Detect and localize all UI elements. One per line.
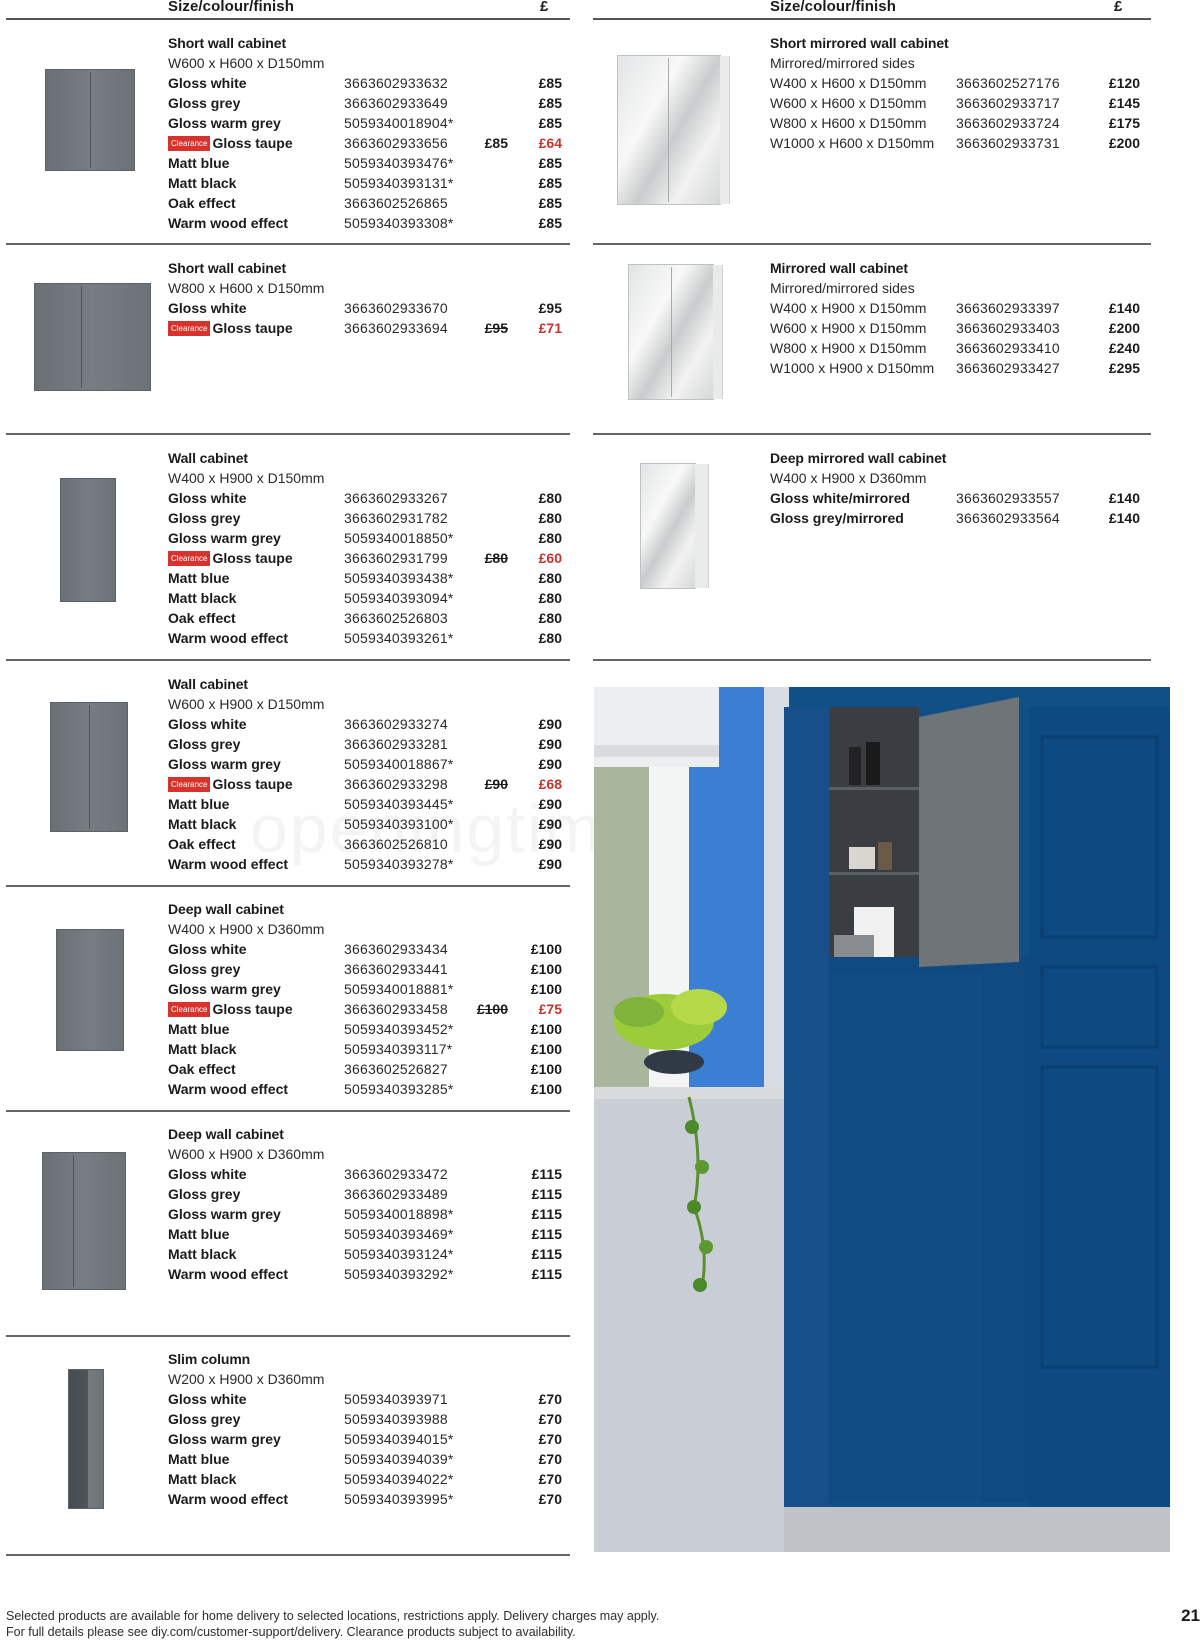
product-code: 5059340393292* [344, 1266, 454, 1282]
variant-row [168, 734, 562, 754]
variant-name: Warm wood effect [168, 215, 289, 231]
variant-name: Gloss white [168, 490, 247, 506]
product-image-mirrored-cabinet [628, 264, 714, 400]
price: £295 [1108, 360, 1140, 376]
variant-row-clearance [168, 999, 562, 1019]
variant-row [770, 93, 1140, 113]
price: £85 [538, 115, 562, 131]
product-code: 3663602526827 [344, 1061, 448, 1077]
product-code: 5059340018850* [344, 530, 454, 546]
product-image-mirrored-cabinet [640, 463, 696, 589]
product-short-mirrored-wall-cabinet [0, 33, 1160, 233]
variant-row [770, 358, 1140, 378]
price: £140 [1108, 490, 1140, 506]
price: £70 [538, 1471, 562, 1487]
variant-name: Matt blue [168, 1451, 230, 1467]
product-code: 5059340393100* [344, 816, 454, 832]
variant-row [168, 794, 562, 814]
variant-row [770, 298, 1140, 318]
product-code: 3663602933717 [956, 95, 1060, 111]
variant-name: Gloss warm grey [168, 756, 281, 772]
variant-name: Gloss taupe [212, 135, 293, 151]
footer-line-1: Selected products are available for home delivery to selected locations, restrictions apply. Delivery charges may apply. [6, 1609, 660, 1623]
price: £100 [530, 1061, 562, 1077]
product-dimensions: W600 x H900 x D150mm [168, 696, 325, 712]
variant-name: Oak effect [168, 836, 236, 852]
product-code: 3663602933649 [344, 95, 448, 111]
product-code: 3663602933434 [344, 941, 448, 957]
product-code: 3663602933632 [344, 75, 448, 91]
variant-row [770, 338, 1140, 358]
product-code: 3663602933694 [344, 320, 448, 336]
price: £115 [531, 1186, 562, 1202]
variant-size: W1000 x H600 x D150mm [770, 135, 935, 151]
product-code: 5059340393308* [344, 215, 454, 231]
variant-name: Matt black [168, 590, 237, 606]
variant-name: Gloss white [168, 300, 247, 316]
price: £95 [538, 300, 562, 316]
clearance-badge: Clearance [168, 551, 210, 566]
product-code: 3663602933670 [344, 300, 448, 316]
price: £80 [538, 510, 562, 526]
product-code: 5059340393438* [344, 570, 454, 586]
product-title: Short wall cabinet [168, 260, 286, 276]
price: £80 [538, 630, 562, 646]
product-code: 5059340018904* [344, 115, 454, 131]
variant-size: W400 x H900 x D150mm [770, 300, 927, 316]
variant-name: Warm wood effect [168, 630, 289, 646]
variant-row [168, 714, 562, 734]
variant-row [168, 1409, 562, 1429]
variant-row [168, 1224, 562, 1244]
variant-name: Matt black [168, 816, 237, 832]
price: £100 [530, 941, 562, 957]
price: £115 [531, 1206, 562, 1222]
price: £85 [538, 155, 562, 171]
column-header-price: £ [540, 0, 549, 15]
price: £100 [530, 981, 562, 997]
price: £85 [538, 175, 562, 191]
price: £100 [530, 1041, 562, 1057]
price: £90 [538, 736, 562, 752]
variant-name: Matt black [168, 175, 237, 191]
page-number: 21 [1181, 1606, 1200, 1625]
variant-name: Gloss grey/mirrored [770, 510, 904, 526]
price: £145 [1108, 95, 1140, 111]
product-dimensions: W600 x H900 x D360mm [168, 1146, 325, 1162]
variant-name: Gloss warm grey [168, 981, 281, 997]
header-divider-right [593, 18, 1151, 20]
variant-name: Oak effect [168, 195, 236, 211]
section-divider [6, 1554, 570, 1556]
price: £115 [531, 1246, 562, 1262]
product-code: 3663602931782 [344, 510, 448, 526]
variant-name: Gloss white [168, 1391, 247, 1407]
header-divider [6, 18, 570, 20]
product-title: Short mirrored wall cabinet [770, 35, 949, 51]
variant-name: Warm wood effect [168, 1266, 289, 1282]
product-mirrored-wall-cabinet [0, 258, 1160, 428]
product-code: 5059340394022* [344, 1471, 454, 1487]
variant-name: Gloss taupe [212, 320, 293, 336]
variant-name: Gloss white/mirrored [770, 490, 911, 506]
variant-row [770, 133, 1140, 153]
price: £100 [530, 1021, 562, 1037]
product-code: 5059340393971 [344, 1391, 448, 1407]
variant-name: Matt blue [168, 570, 230, 586]
price: £140 [1108, 510, 1140, 526]
variant-size: W800 x H900 x D150mm [770, 340, 927, 356]
product-subtitle: Mirrored/mirrored sides [770, 280, 915, 296]
variant-row [168, 939, 562, 959]
product-code: 3663602931799 [344, 550, 448, 566]
product-code: 5059340393261* [344, 630, 454, 646]
price: £70 [538, 1491, 562, 1507]
clearance-badge: Clearance [168, 136, 210, 151]
variant-row [168, 814, 562, 834]
variant-row [770, 318, 1140, 338]
variant-name: Gloss grey [168, 736, 241, 752]
variant-size: W1000 x H900 x D150mm [770, 360, 935, 376]
variant-row [168, 1079, 562, 1099]
column-header-size-colour-finish-right: Size/colour/finish [770, 0, 896, 15]
price: £80 [538, 490, 562, 506]
variant-size: W800 x H600 x D150mm [770, 115, 927, 131]
variant-name: Matt black [168, 1041, 237, 1057]
price: £200 [1108, 320, 1140, 336]
product-code: 3663602933427 [956, 360, 1060, 376]
product-slim-column [0, 1349, 570, 1549]
product-code: 5059340393131* [344, 175, 454, 191]
variant-name: Gloss warm grey [168, 1431, 281, 1447]
section-divider [593, 659, 1151, 661]
variant-row [168, 979, 562, 999]
variant-name: Gloss taupe [212, 550, 293, 566]
price: £115 [531, 1166, 562, 1182]
variant-name: Oak effect [168, 610, 236, 626]
variant-name: Gloss grey [168, 1411, 241, 1427]
variant-name: Gloss white [168, 941, 247, 957]
product-title: Wall cabinet [168, 676, 248, 692]
product-subtitle: Mirrored/mirrored sides [770, 55, 915, 71]
price: £115 [531, 1266, 562, 1282]
product-code: 3663602933564 [956, 510, 1060, 526]
variant-name: Matt black [168, 1471, 237, 1487]
price: £80 [538, 530, 562, 546]
variant-name: Gloss white [168, 1166, 247, 1182]
variant-name: Gloss grey [168, 95, 241, 111]
variant-size: W600 x H900 x D150mm [770, 320, 927, 336]
variant-name: Matt blue [168, 155, 230, 171]
price: £85 [538, 195, 562, 211]
product-code: 3663602933281 [344, 736, 448, 752]
variant-name: Gloss warm grey [168, 530, 281, 546]
price: £90 [538, 796, 562, 812]
section-divider [593, 433, 1151, 435]
variant-row [770, 113, 1140, 133]
variant-row [168, 1164, 562, 1184]
product-image-mirrored-cabinet [617, 55, 721, 205]
variant-row [168, 1449, 562, 1469]
variant-row [168, 1059, 562, 1079]
product-code: 5059340393094* [344, 590, 454, 606]
product-code: 3663602526865 [344, 195, 448, 211]
section-divider [6, 243, 570, 245]
footer-line-2: For full details please see diy.com/customer-support/delivery. Clearance products subject to availability. [6, 1625, 576, 1639]
section-divider [6, 659, 570, 661]
product-image-cabinet [50, 702, 128, 832]
price: £120 [1108, 75, 1140, 91]
variant-name: Matt blue [168, 1226, 230, 1242]
footer-disclaimer [6, 1608, 659, 1640]
product-title: Wall cabinet [168, 450, 248, 466]
product-code: 5059340393124* [344, 1246, 454, 1262]
variant-name: Gloss white [168, 716, 247, 732]
variant-row [770, 73, 1140, 93]
product-title: Short wall cabinet [168, 35, 286, 51]
price: £85 [538, 75, 562, 91]
variant-row [168, 1019, 562, 1039]
variant-row [168, 1184, 562, 1204]
price: £85 [538, 95, 562, 111]
was-price: £80 [484, 550, 508, 566]
price: £70 [538, 1431, 562, 1447]
variant-row [168, 1429, 562, 1449]
sale-price: £68 [538, 776, 562, 792]
price: £240 [1108, 340, 1140, 356]
product-code: 3663602933458 [344, 1001, 448, 1017]
product-code: 3663602933441 [344, 961, 448, 977]
price: £140 [1108, 300, 1140, 316]
section-divider [6, 1335, 570, 1337]
price: £70 [538, 1411, 562, 1427]
product-title: Deep wall cabinet [168, 1126, 284, 1142]
product-code: 3663602527176 [956, 75, 1060, 91]
product-code: 3663602933731 [956, 135, 1060, 151]
product-code: 3663602933489 [344, 1186, 448, 1202]
product-code: 5059340393469* [344, 1226, 454, 1242]
price: £90 [538, 756, 562, 772]
product-code: 5059340018867* [344, 756, 454, 772]
product-title: Deep wall cabinet [168, 901, 284, 917]
variant-name: Gloss warm grey [168, 115, 281, 131]
variant-row [770, 488, 1140, 508]
sale-price: £75 [538, 1001, 562, 1017]
variant-row [770, 508, 1140, 528]
product-code: 3663602526810 [344, 836, 448, 852]
product-dimensions: W400 x H900 x D150mm [168, 470, 325, 486]
variant-size: W600 x H600 x D150mm [770, 95, 927, 111]
product-code: 5059340018898* [344, 1206, 454, 1222]
product-code: 3663602933274 [344, 716, 448, 732]
variant-row [168, 959, 562, 979]
variant-size: W400 x H600 x D150mm [770, 75, 927, 91]
product-dimensions: W200 x H900 x D360mm [168, 1371, 325, 1387]
variant-row [168, 1039, 562, 1059]
product-code: 3663602933267 [344, 490, 448, 506]
product-dimensions: W800 x H600 x D150mm [168, 280, 325, 296]
product-code: 3663602933410 [956, 340, 1060, 356]
price: £175 [1108, 115, 1140, 131]
variant-name: Gloss grey [168, 510, 241, 526]
variant-row [168, 1489, 562, 1509]
variant-row [168, 1264, 562, 1284]
variant-row [168, 1204, 562, 1224]
product-dimensions: W400 x H900 x D360mm [770, 470, 927, 486]
column-header-size-colour-finish: Size/colour/finish [168, 0, 294, 15]
product-code: 5059340393278* [344, 856, 454, 872]
price: £70 [538, 1391, 562, 1407]
product-code: 3663602933724 [956, 115, 1060, 131]
sale-price: £71 [538, 320, 562, 336]
variant-row [168, 834, 562, 854]
product-code: 5059340394015* [344, 1431, 454, 1447]
product-code: 3663602933397 [956, 300, 1060, 316]
variant-name: Matt black [168, 1246, 237, 1262]
product-code: 3663602933298 [344, 776, 448, 792]
column-header-price-right: £ [1114, 0, 1123, 15]
product-code: 5059340393476* [344, 155, 454, 171]
variant-row [168, 854, 562, 874]
was-price: £100 [476, 1001, 508, 1017]
variant-name: Oak effect [168, 1061, 236, 1077]
product-code: 5059340393452* [344, 1021, 454, 1037]
was-price: £90 [484, 776, 508, 792]
was-price: £85 [484, 135, 508, 151]
price: £100 [530, 961, 562, 977]
sale-price: £60 [538, 550, 562, 566]
product-code: 3663602526803 [344, 610, 448, 626]
section-divider [593, 243, 1151, 245]
was-price: £95 [484, 320, 508, 336]
price: £90 [538, 856, 562, 872]
product-image-column [68, 1369, 104, 1509]
variant-name: Warm wood effect [168, 856, 289, 872]
price: £90 [538, 716, 562, 732]
product-deep-wall-cabinet-600 [0, 1124, 570, 1324]
price: £70 [538, 1451, 562, 1467]
clearance-badge: Clearance [168, 1002, 210, 1017]
variant-name: Gloss grey [168, 1186, 241, 1202]
variant-name: Gloss taupe [212, 1001, 293, 1017]
product-wall-cabinet-600 [0, 674, 570, 874]
product-code: 5059340393117* [344, 1041, 453, 1057]
price: £90 [538, 836, 562, 852]
variant-name: Gloss white [168, 75, 247, 91]
product-code: 5059340018881* [344, 981, 454, 997]
variant-name: Gloss grey [168, 961, 241, 977]
variant-name: Warm wood effect [168, 1491, 289, 1507]
variant-row [168, 1469, 562, 1489]
variant-name: Matt blue [168, 796, 230, 812]
product-code: 3663602933656 [344, 135, 448, 151]
product-code: 5059340393995* [344, 1491, 454, 1507]
product-deep-wall-cabinet-400 [0, 899, 570, 1099]
product-code: 5059340393988 [344, 1411, 448, 1427]
section-divider [6, 1110, 570, 1112]
product-title: Deep mirrored wall cabinet [770, 450, 947, 466]
product-code: 5059340393285* [344, 1081, 454, 1097]
sale-price: £64 [538, 135, 562, 151]
variant-name: Matt blue [168, 1021, 230, 1037]
product-title: Slim column [168, 1351, 251, 1367]
section-divider [6, 433, 570, 435]
variant-row-clearance [168, 774, 562, 794]
price: £100 [530, 1081, 562, 1097]
section-divider [6, 885, 570, 887]
variant-name: Gloss taupe [212, 776, 293, 792]
price: £115 [531, 1226, 562, 1242]
clearance-badge: Clearance [168, 321, 210, 336]
variant-name: Gloss warm grey [168, 1206, 281, 1222]
product-image-cabinet [56, 929, 124, 1051]
price: £90 [538, 816, 562, 832]
price: £85 [538, 215, 562, 231]
variant-name: Warm wood effect [168, 1081, 289, 1097]
clearance-badge: Clearance [168, 777, 210, 792]
product-code: 3663602933403 [956, 320, 1060, 336]
product-deep-mirrored-wall-cabinet [0, 448, 1160, 648]
product-title: Mirrored wall cabinet [770, 260, 908, 276]
product-dimensions: W600 x H600 x D150mm [168, 55, 325, 71]
variant-row [168, 754, 562, 774]
price: £80 [538, 570, 562, 586]
price: £80 [538, 610, 562, 626]
product-code: 5059340394039* [344, 1451, 454, 1467]
product-image-cabinet [42, 1152, 126, 1290]
product-code: 5059340393445* [344, 796, 454, 812]
variant-row [168, 1389, 562, 1409]
product-dimensions: W400 x H900 x D360mm [168, 921, 325, 937]
product-code: 3663602933472 [344, 1166, 448, 1182]
price: £80 [538, 590, 562, 606]
product-code: 3663602933557 [956, 490, 1060, 506]
lifestyle-photo-bathroom-cabinet [594, 687, 1170, 1552]
price: £200 [1108, 135, 1140, 151]
variant-row [168, 1244, 562, 1264]
